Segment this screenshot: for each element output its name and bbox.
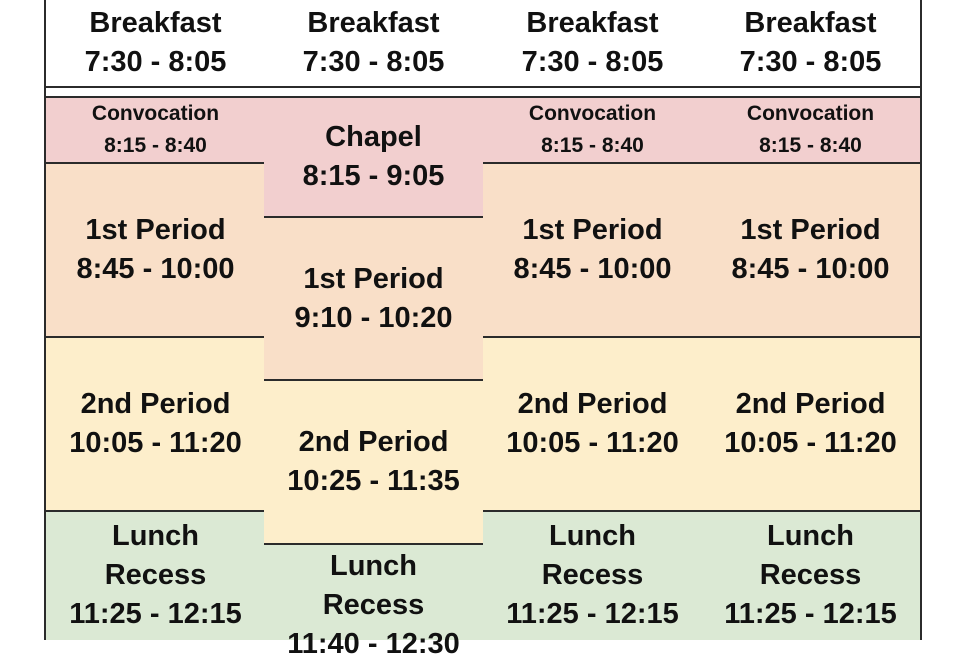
schedule-column-4	[701, 0, 922, 640]
second-period-time: 10:05 - 11:20	[69, 427, 242, 459]
second-period-time: 10:25 - 11:35	[287, 465, 460, 497]
lunch-recess-block	[701, 512, 920, 640]
lunch-label: Lunch	[767, 520, 854, 552]
breakfast-block	[264, 0, 483, 88]
breakfast-time: 7:30 - 8:05	[302, 46, 445, 78]
second-period-time: 10:05 - 11:20	[506, 427, 679, 459]
second-period-label: 2nd Period	[735, 388, 886, 420]
lunch-time: 11:25 - 12:15	[506, 598, 679, 630]
recess-label: Recess	[322, 589, 425, 621]
lunch-label: Lunch	[330, 550, 417, 582]
recess-label: Recess	[104, 559, 207, 591]
convocation-label: Convocation	[528, 102, 657, 125]
second-period-block	[264, 381, 483, 545]
first-period-block	[483, 164, 702, 338]
second-period-block	[701, 338, 920, 512]
second-period-label: 2nd Period	[80, 388, 231, 420]
second-period-label: 2nd Period	[298, 426, 449, 458]
first-period-time: 9:10 - 10:20	[294, 301, 453, 334]
convocation-time: 8:15 - 8:40	[104, 134, 207, 157]
second-period-block	[46, 338, 265, 512]
chapel-label: Chapel	[325, 121, 422, 153]
first-period-block	[701, 164, 920, 338]
convocation-block	[701, 98, 920, 164]
breakfast-time: 7:30 - 8:05	[739, 46, 882, 78]
first-period-time: 8:45 - 10:00	[513, 253, 672, 285]
lunch-recess-block	[483, 512, 702, 640]
schedule-column-3	[483, 0, 704, 640]
breakfast-label: Breakfast	[526, 7, 659, 39]
convocation-label: Convocation	[746, 102, 875, 125]
lunch-time: 11:25 - 12:15	[724, 598, 897, 630]
first-period-time: 8:45 - 10:00	[76, 253, 235, 285]
first-period-label: 1st Period	[85, 214, 226, 246]
lunch-label: Lunch	[112, 520, 199, 552]
recess-label: Recess	[541, 559, 644, 591]
breakfast-block	[483, 0, 702, 88]
breakfast-block	[46, 0, 265, 88]
recess-label: Recess	[759, 559, 862, 591]
second-period-label: 2nd Period	[517, 388, 668, 420]
chapel-time: 8:15 - 9:05	[302, 160, 445, 192]
first-period-block	[46, 164, 265, 338]
lunch-recess-block	[264, 545, 483, 660]
breakfast-label: Breakfast	[744, 7, 877, 39]
convocation-block	[46, 98, 265, 164]
breakfast-label: Breakfast	[89, 7, 222, 39]
first-period-label: 1st Period	[740, 214, 881, 246]
first-period-label: 1st Period	[522, 214, 663, 246]
chapel-block	[264, 98, 483, 218]
lunch-time: 11:25 - 12:15	[69, 598, 242, 630]
first-period-block	[264, 218, 483, 381]
convocation-block	[483, 98, 702, 164]
second-period-time: 10:05 - 11:20	[724, 427, 897, 459]
breakfast-time: 7:30 - 8:05	[84, 46, 227, 78]
second-period-block	[483, 338, 702, 512]
convocation-time: 8:15 - 8:40	[541, 134, 644, 157]
lunch-label: Lunch	[549, 520, 636, 552]
lunch-recess-block	[46, 512, 265, 640]
convocation-time: 8:15 - 8:40	[759, 134, 862, 157]
divider-gap	[46, 88, 265, 98]
lunch-time: 11:40 - 12:30	[287, 628, 460, 660]
breakfast-time: 7:30 - 8:05	[521, 46, 664, 78]
divider-gap	[264, 88, 483, 98]
first-period-label: 1st Period	[303, 262, 444, 295]
convocation-label: Convocation	[91, 102, 220, 125]
divider-gap	[483, 88, 702, 98]
schedule-column-1	[44, 0, 267, 640]
first-period-time: 8:45 - 10:00	[731, 253, 890, 285]
schedule-column-2	[264, 0, 485, 660]
breakfast-block	[701, 0, 920, 88]
divider-gap	[701, 88, 920, 98]
breakfast-label: Breakfast	[307, 7, 440, 39]
